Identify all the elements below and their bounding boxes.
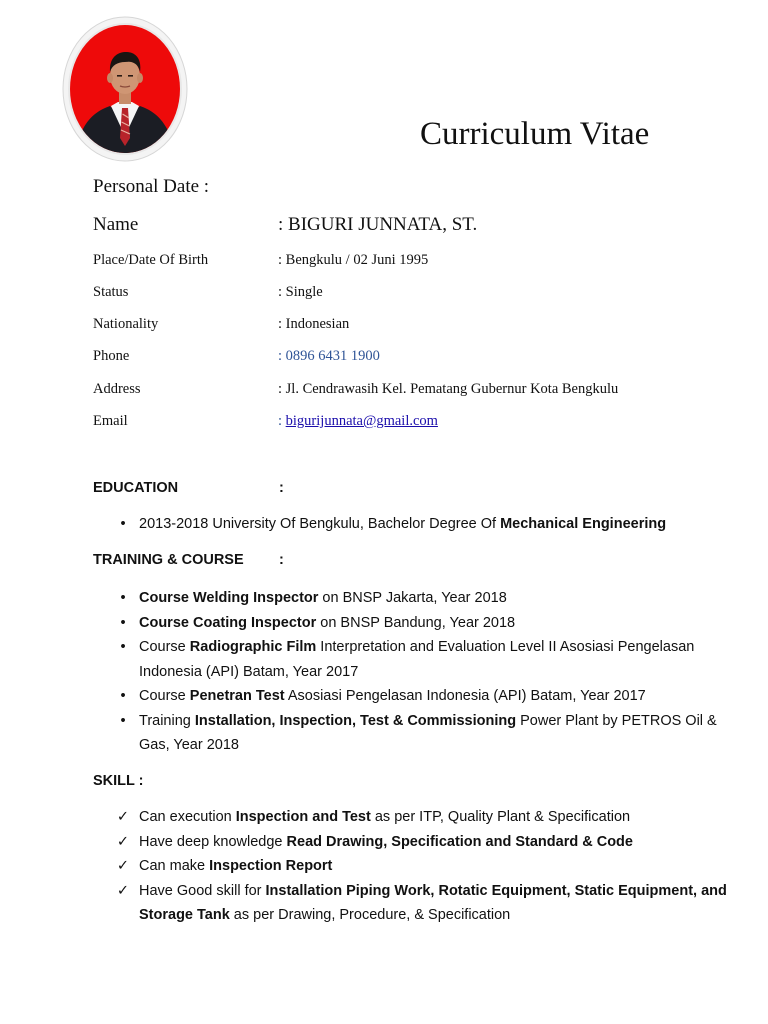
skill-list — [0, 805, 768, 928]
bullet-icon: • — [120, 712, 126, 729]
name-label: Name — [93, 214, 139, 235]
list-item: ✓ Can make Inspection Report — [0, 854, 768, 879]
email-value — [278, 413, 438, 430]
checkmark-icon: ✓ — [116, 809, 130, 825]
bullet-icon: • — [120, 688, 126, 704]
bullet-icon: • — [120, 639, 126, 655]
page-title: Curriculum Vitae — [420, 116, 650, 152]
checkmark-icon: ✓ — [116, 882, 130, 899]
birth-label: Place/Date Of Birth — [93, 252, 209, 268]
education-heading — [93, 480, 284, 496]
phone-number: 0896 6431 1900 — [282, 348, 380, 364]
education-colon: : — [279, 480, 284, 496]
list-item: ✓ Can execution Inspection and Test as per ITP, Quality Plant & Specification — [0, 805, 768, 830]
email-link[interactable]: bigurijunnata@gmail.com — [285, 413, 438, 429]
list-item: ✓ Have Good skill for Installation Piping Work, Rotatic Equipment, Static Equipment, and Storage Tank as per Drawing, Procedure, & Specification — [0, 879, 768, 928]
email-colon: : — [278, 413, 283, 429]
list-item: ✓ Have deep knowledge Read Drawing, Specification and Standard & Code — [0, 830, 768, 855]
training-colon: : — [279, 552, 284, 568]
phone-value — [278, 348, 380, 365]
list-item: • Training Installation, Inspection, Test & Commissioning Power Plant by PETROS Oil & Gas, Year 2018 — [0, 709, 768, 758]
birth-value: : Bengkulu / 02 Juni 1995 — [278, 252, 429, 268]
list-item: • Course Penetran Test Asosiasi Pengelasan Indonesia (API) Batam, Year 2017 — [0, 684, 768, 709]
profile-photo — [62, 16, 188, 162]
nationality-value: : Indonesian — [278, 316, 350, 332]
training-heading — [93, 552, 284, 568]
skill-heading: SKILL : — [93, 773, 144, 789]
checkmark-icon: ✓ — [116, 858, 130, 874]
education-title: EDUCATION — [93, 480, 179, 496]
bullet-icon: • — [120, 590, 126, 606]
bullet-icon: • — [120, 614, 126, 631]
address-label: Address — [93, 381, 141, 397]
status-label: Status — [93, 284, 129, 300]
phone-label: Phone — [93, 348, 130, 364]
name-value: : BIGURI JUNNATA, ST. — [278, 214, 478, 235]
education-list — [0, 512, 768, 537]
status-value: : Single — [278, 284, 323, 300]
list-item: • Course Radiographic Film Interpretation and Evaluation Level II Asosiasi Pengelasan Indonesia (API) Batam, Year 2017 — [0, 635, 768, 684]
personal-data-heading: Personal Date : — [93, 176, 210, 197]
list-item: • Course Coating Inspector on BNSP Bandung, Year 2018 — [0, 611, 768, 636]
training-title: TRAINING & COURSE — [93, 552, 244, 568]
email-label: Email — [93, 413, 128, 429]
bullet-icon: • — [120, 516, 126, 532]
checkmark-icon: ✓ — [116, 833, 130, 850]
list-item: • Course Welding Inspector on BNSP Jakarta, Year 2018 — [0, 586, 768, 611]
phone-colon: : — [278, 348, 283, 364]
address-value: : Jl. Cendrawasih Kel. Pematang Gubernur Kota Bengkulu — [278, 381, 619, 397]
training-list — [0, 586, 768, 758]
list-item: • 2013-2018 University Of Bengkulu, Bachelor Degree Of Mechanical Engineering — [0, 512, 768, 537]
nationality-label: Nationality — [93, 316, 159, 332]
